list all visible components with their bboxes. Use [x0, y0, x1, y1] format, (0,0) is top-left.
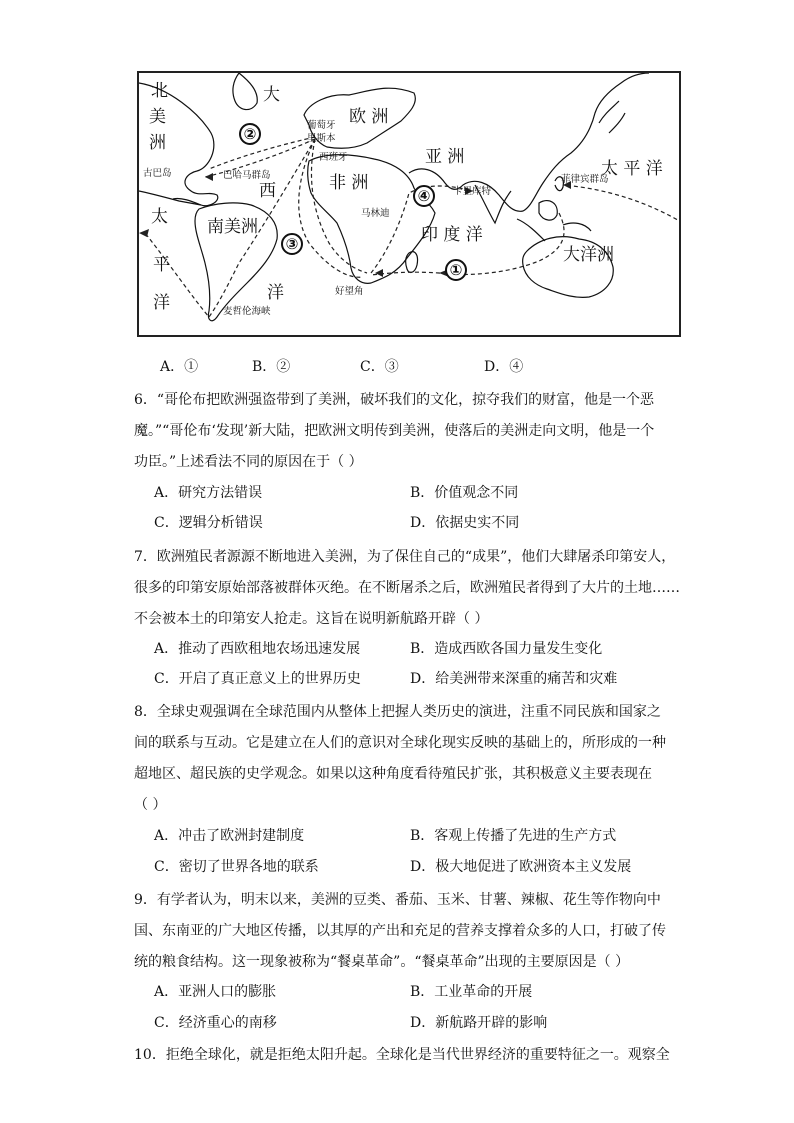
question-6-line-3: 功臣。”上述看法不同的原因在于（ ）: [134, 454, 363, 470]
question-9-line-2: 国、东南亚的广大地区传播，以其厚的产出和充足的营养支撑着众多的人口，打破了传: [134, 923, 666, 939]
question-8-option-b[interactable]: B．客观上传播了先进的生产方式: [410, 828, 617, 844]
question-8-option-a[interactable]: A．冲击了欧洲封建制度: [154, 828, 305, 844]
madagascar-coast: [406, 252, 418, 273]
sumatra: [517, 219, 545, 241]
map-drawing: [139, 73, 681, 337]
question-9-line-3: 统的粮食结构。这一现象被称为“餐桌革命”。“餐桌革命”出现的主要原因是（ ）: [134, 954, 630, 970]
question-7-option-d[interactable]: D．给美洲带来深重的痛苦和灾难: [410, 671, 618, 687]
japan-coast: [599, 101, 625, 133]
route-columbus: [209, 137, 315, 169]
question-7-line-2: 很多的印第安原始部落被群体灭绝。在不断屠杀之后，欧洲殖民者得到了大片的土地……: [134, 580, 680, 596]
question-8-line-3: 超地区、超民族的史学观念。如果以这种角度看待殖民扩张，其积极意义主要表现在: [134, 766, 652, 782]
question-7-line-3: 不会被本土的印第安人抢走。这旨在说明新航路开辟（ ）: [134, 611, 489, 627]
borneo: [539, 201, 557, 220]
q5-option-b[interactable]: B．②: [252, 359, 291, 375]
question-10-line-1: 10．拒绝全球化，就是拒绝太阳升起。全球化是当代世界经济的重要特征之一。观察全: [134, 1047, 670, 1063]
label-ping: 平: [153, 255, 170, 275]
question-6-option-b[interactable]: B．价值观念不同: [410, 485, 519, 501]
question-9-option-a[interactable]: A．亚洲人口的膨胀: [154, 984, 277, 1000]
label-portugal: 葡萄牙: [307, 120, 336, 131]
question-8-option-c[interactable]: C．密切了世界各地的联系: [154, 859, 319, 875]
label-north: 北: [151, 81, 168, 101]
route-marker-3: ③: [281, 233, 303, 255]
label-europe: 欧 洲: [349, 107, 389, 127]
label-pacific-east: 太 平 洋: [601, 159, 663, 179]
label-south-america: 南美洲: [207, 217, 258, 237]
africa-coast: [308, 152, 435, 284]
label-da: 大: [263, 85, 280, 105]
question-7-option-a[interactable]: A．推动了西欧租地农场迅速发展: [154, 641, 361, 657]
question-8-line-4: （ ）: [134, 797, 167, 813]
label-yang-atlantic: 洋: [267, 283, 284, 303]
question-6-line-1: 6．“哥伦布把欧洲强盗带到了美洲，破坏我们的文化，掠夺我们的财富，他是一个恶: [134, 392, 655, 408]
label-africa: 非 洲: [329, 173, 369, 193]
label-magellan: 麦哲伦海峡: [223, 306, 271, 317]
voyage-route-map: [137, 71, 681, 337]
question-9-line-1: 9．有学者认为，明末以来，美洲的豆类、番茄、玉米、甘薯、辣椒、花生等作物向中: [134, 892, 661, 908]
label-oceania: 大洋洲: [563, 245, 614, 265]
label-spain: 西班牙: [319, 152, 348, 163]
label-bahamas: 巴哈马群岛: [223, 170, 271, 181]
question-9-option-c[interactable]: C．经济重心的南移: [154, 1015, 277, 1031]
label-philippines: 菲律宾群岛: [561, 174, 609, 185]
question-7-option-b[interactable]: B．造成西欧各国力量发生变化: [410, 641, 603, 657]
label-lisbon: 里斯本: [307, 133, 336, 144]
question-8-line-1: 8．全球史观强调在全球范围内从整体上把握人类历史的演进，注重不同民族和国家之: [134, 704, 661, 720]
label-xi: 西: [259, 181, 276, 201]
label-indian-ocean: 印 度 洋: [421, 225, 483, 245]
label-cuba: 古巴岛: [143, 168, 172, 179]
label-malindi: 马林迪: [361, 208, 390, 219]
arrow-6: [205, 173, 213, 181]
q5-option-a[interactable]: A．①: [160, 359, 199, 375]
greenland-coast: [233, 73, 257, 110]
route-marker-4: ④: [413, 185, 435, 207]
new-guinea-coast: [563, 223, 591, 231]
question-6-line-2: 魔。”“哥伦布‘发现’新大陆，把欧洲文明传到美洲，使落后的美洲走向文明，他是一个: [134, 423, 655, 439]
question-6-option-d[interactable]: D．依据史实不同: [410, 515, 520, 531]
q5-option-d[interactable]: D．④: [484, 359, 524, 375]
question-9-option-d[interactable]: D．新航路开辟的影响: [410, 1015, 548, 1031]
asia-coast: [409, 73, 649, 211]
label-america-2: 洲: [149, 133, 166, 153]
route-pacific: [563, 185, 681, 223]
label-america-1: 美: [149, 107, 166, 127]
question-7-option-c[interactable]: C．开启了真正意义上的世界历史: [154, 671, 361, 687]
route-marker-1: ①: [445, 259, 467, 281]
label-tai: 太: [151, 207, 168, 227]
label-yang-west: 洋: [153, 293, 170, 313]
question-9-option-b[interactable]: B．工业革命的开展: [410, 984, 533, 1000]
arrow-2: [375, 269, 383, 277]
question-8-option-d[interactable]: D．极大地促进了欧洲资本主义发展: [410, 859, 632, 875]
label-calicut: 卡里库特: [453, 186, 492, 197]
question-8-line-2: 间的联系与互动。它是建立在人们的意识对全球化现实反映的基础上的，所形成的一种: [134, 735, 666, 751]
route-marker-2: ②: [239, 123, 261, 145]
question-7-line-1: 7．欧洲殖民者源源不断地进入美洲，为了保住自己的“成果”，他们大肆屠杀印第安人，: [134, 549, 676, 565]
label-cape: 好望角: [335, 286, 364, 297]
label-asia: 亚 洲: [425, 147, 465, 167]
q5-option-c[interactable]: C．③: [360, 359, 399, 375]
question-6-option-a[interactable]: A．研究方法错误: [154, 485, 263, 501]
question-6-option-c[interactable]: C．逻辑分析错误: [154, 515, 263, 531]
